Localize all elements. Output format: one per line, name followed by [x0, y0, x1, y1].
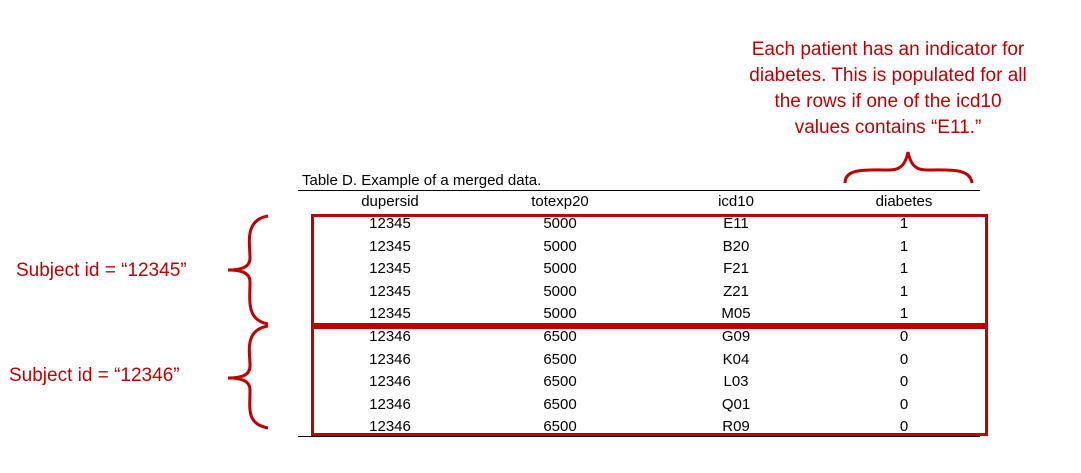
cell-totexp20: 6500: [543, 373, 577, 391]
cell-dupersid: 12346: [369, 328, 411, 345]
cell-icd10: F21: [723, 260, 749, 278]
curly-brace-icon: [228, 326, 268, 428]
cell-totexp20: 6500: [543, 328, 577, 345]
annotation-line: Each patient has an indicator for: [751, 39, 1025, 60]
cell-dupersid: 12346: [369, 350, 411, 368]
subject-label-12345: Subject id = “12345”: [16, 260, 187, 281]
cell-diabetes: 1: [899, 282, 909, 300]
cell-icd10: M05: [721, 305, 751, 323]
cell-diabetes: 1: [899, 260, 909, 278]
cell-totexp20: 5000: [543, 237, 577, 255]
cell-icd10: G09: [721, 328, 751, 345]
cell-diabetes: 0: [899, 373, 909, 391]
curly-brace-icon: [845, 152, 972, 183]
cell-totexp20: 5000: [543, 215, 577, 232]
cell-dupersid: 12345: [369, 305, 411, 323]
cell-dupersid: 12346: [369, 373, 411, 391]
cell-icd10: Q01: [721, 395, 751, 413]
cell-totexp20: 5000: [543, 260, 577, 278]
cell-dupersid: 12345: [369, 237, 411, 255]
cell-icd10: R09: [722, 418, 750, 436]
cell-dupersid: 12345: [369, 260, 411, 278]
cell-icd10: L03: [723, 373, 749, 391]
cell-dupersid: 12346: [369, 418, 411, 436]
cell-icd10: K04: [722, 350, 750, 368]
cell-dupersid: 12345: [369, 282, 411, 300]
cell-totexp20: 5000: [543, 305, 577, 323]
cell-dupersid: 12345: [369, 215, 411, 232]
cell-icd10: B20: [722, 237, 750, 255]
cell-totexp20: 6500: [543, 350, 577, 368]
subject-label-12346: Subject id = “12346”: [9, 365, 180, 386]
cell-totexp20: 6500: [543, 418, 577, 436]
cell-diabetes: 0: [899, 328, 909, 345]
annotation-line: values contains “E11.”: [794, 117, 982, 138]
column-header-totexp20: totexp20: [531, 193, 589, 210]
annotation-line: the rows if one of the icd10: [774, 91, 1002, 112]
cell-diabetes: 0: [899, 395, 909, 413]
cell-dupersid: 12346: [369, 395, 411, 413]
column-header-diabetes: diabetes: [875, 193, 933, 210]
cell-totexp20: 5000: [543, 282, 577, 300]
cell-diabetes: 1: [899, 305, 909, 323]
curly-brace-icon: [228, 216, 268, 324]
cell-diabetes: 1: [899, 215, 909, 232]
cell-icd10: Z21: [723, 282, 749, 300]
cell-diabetes: 0: [899, 350, 909, 368]
annotation-line: diabetes. This is populated for all: [749, 65, 1027, 86]
cell-icd10: E11: [723, 215, 749, 232]
cell-diabetes: 1: [899, 237, 909, 255]
column-header-dupersid: dupersid: [361, 193, 419, 210]
cell-totexp20: 6500: [543, 395, 577, 413]
cell-diabetes: 0: [899, 418, 909, 436]
table-caption: Table D. Example of a merged data.: [302, 172, 542, 189]
column-header-icd10: icd10: [718, 193, 754, 210]
